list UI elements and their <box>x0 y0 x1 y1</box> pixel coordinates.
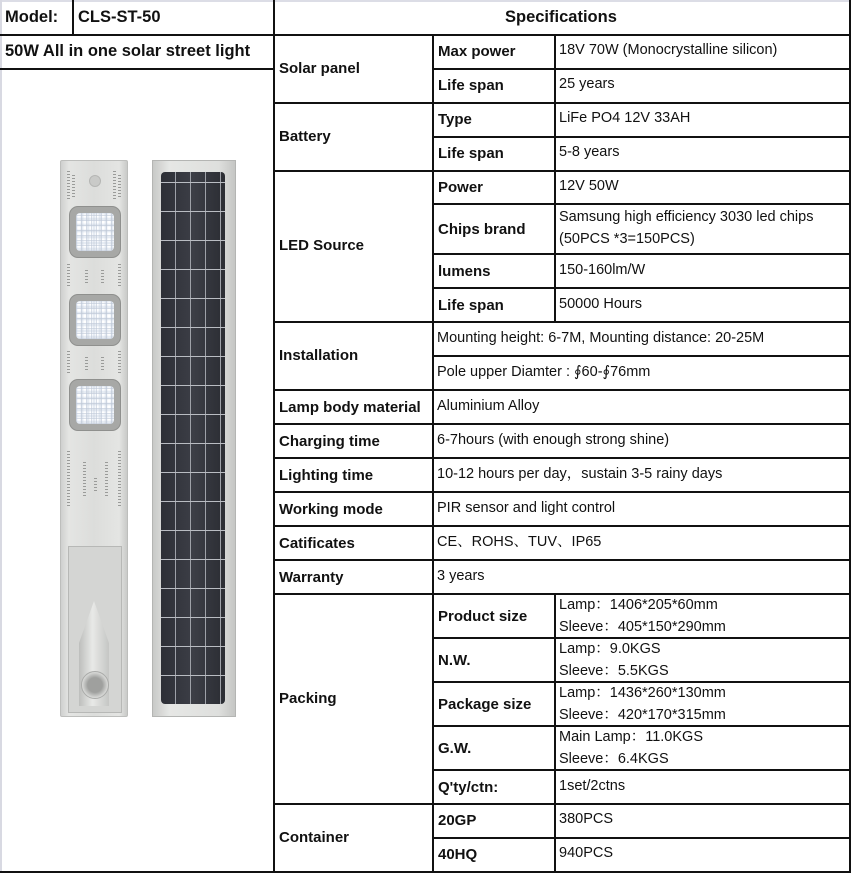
battery-type-value: LiFe PO4 12V 33AH <box>559 110 691 126</box>
left-edge <box>0 0 2 873</box>
nw-label: N.W. <box>438 652 471 669</box>
container-40hq-value: 940PCS <box>559 845 614 861</box>
led-module <box>69 294 121 346</box>
led-source-label: LED Source <box>279 237 365 254</box>
top-edge <box>0 0 851 2</box>
product-size-sleeve: Sleeve：405*150*290mm <box>559 619 726 635</box>
qty-ctn-value: 1set/2ctns <box>559 778 626 794</box>
container-label: Container <box>279 829 350 846</box>
chips-brand-value-line1: Samsung high efficiency 3030 led chips <box>559 209 814 225</box>
solar-life-span-value: 25 years <box>559 76 615 92</box>
led-power-value: 12V 50W <box>559 178 619 194</box>
specifications-title: Specifications <box>505 8 617 26</box>
certificates-value: CE、ROHS、TUV、IP65 <box>437 534 602 550</box>
certificates-label: Catificates <box>279 535 355 552</box>
product-size-label: Product size <box>438 608 528 625</box>
warranty-value: 3 years <box>437 568 485 584</box>
mounting-value: Mounting height: 6-7M, Mounting distance: 20-25M <box>437 330 765 346</box>
nw-lamp: Lamp：9.0KGS <box>559 641 661 657</box>
solar-panel-label: Solar panel <box>279 60 360 77</box>
solar-panel-image <box>152 160 236 717</box>
charging-time-value: 6-7hours (with enough strong shine) <box>437 432 670 448</box>
model-value: CLS-ST-50 <box>78 8 161 26</box>
container-20gp-label: 20GP <box>438 812 477 829</box>
max-power-label: Max power <box>438 43 516 60</box>
led-module <box>69 206 121 258</box>
led-power-label: Power <box>438 179 484 196</box>
package-size-lamp: Lamp：1436*260*130mm <box>559 685 726 701</box>
battery-life-span-label: Life span <box>438 145 504 162</box>
model-label: Model: <box>5 8 59 26</box>
product-title: 50W All in one solar street light <box>5 42 251 60</box>
max-power-value: 18V 70W (Monocrystalline silicon) <box>559 42 778 58</box>
gw-sleeve: Sleeve：6.4KGS <box>559 751 669 767</box>
charging-time-label: Charging time <box>279 433 380 450</box>
lamp-body-material-label: Lamp body material <box>279 399 421 416</box>
gw-label: G.W. <box>438 740 472 757</box>
lamp-body <box>60 160 128 717</box>
led-life-span-value: 50000 Hours <box>559 296 643 312</box>
nw-sleeve: Sleeve：5.5KGS <box>559 663 669 679</box>
lumens-label: lumens <box>438 263 491 280</box>
pir-sensor-icon <box>89 175 101 187</box>
lumens-value: 150-160lm/W <box>559 262 646 278</box>
chips-brand-label: Chips brand <box>438 221 526 238</box>
packing-label: Packing <box>279 690 337 707</box>
battery-life-span-value: 5-8 years <box>559 144 620 160</box>
working-mode-value: PIR sensor and light control <box>437 500 616 516</box>
solar-life-span-label: Life span <box>438 77 504 94</box>
battery-label: Battery <box>279 128 331 145</box>
warranty-label: Warranty <box>279 569 344 586</box>
led-life-span-label: Life span <box>438 297 504 314</box>
package-size-label: Package size <box>438 696 532 713</box>
working-mode-label: Working mode <box>279 501 383 518</box>
installation-label: Installation <box>279 347 359 364</box>
gw-main-lamp: Main Lamp：11.0KGS <box>559 729 703 745</box>
container-20gp-value: 380PCS <box>559 811 614 827</box>
pole-diameter-value: Pole upper Diamter : ∮60-∮76mm <box>437 364 651 380</box>
battery-type-label: Type <box>438 111 472 128</box>
qty-ctn-label: Q'ty/ctn: <box>438 779 499 796</box>
package-size-sleeve: Sleeve：420*170*315mm <box>559 707 726 723</box>
lighting-time-value: 10-12 hours per day，sustain 3-5 rainy days <box>437 466 723 482</box>
led-module <box>69 379 121 431</box>
lighting-time-label: Lighting time <box>279 467 374 484</box>
chips-brand-value-line2: (50PCS *3=150PCS) <box>559 231 695 247</box>
container-40hq-label: 40HQ <box>438 846 478 863</box>
product-size-lamp: Lamp：1406*205*60mm <box>559 597 718 613</box>
lamp-body-material-value: Aluminium Alloy <box>437 398 540 414</box>
pole-socket <box>81 671 109 699</box>
